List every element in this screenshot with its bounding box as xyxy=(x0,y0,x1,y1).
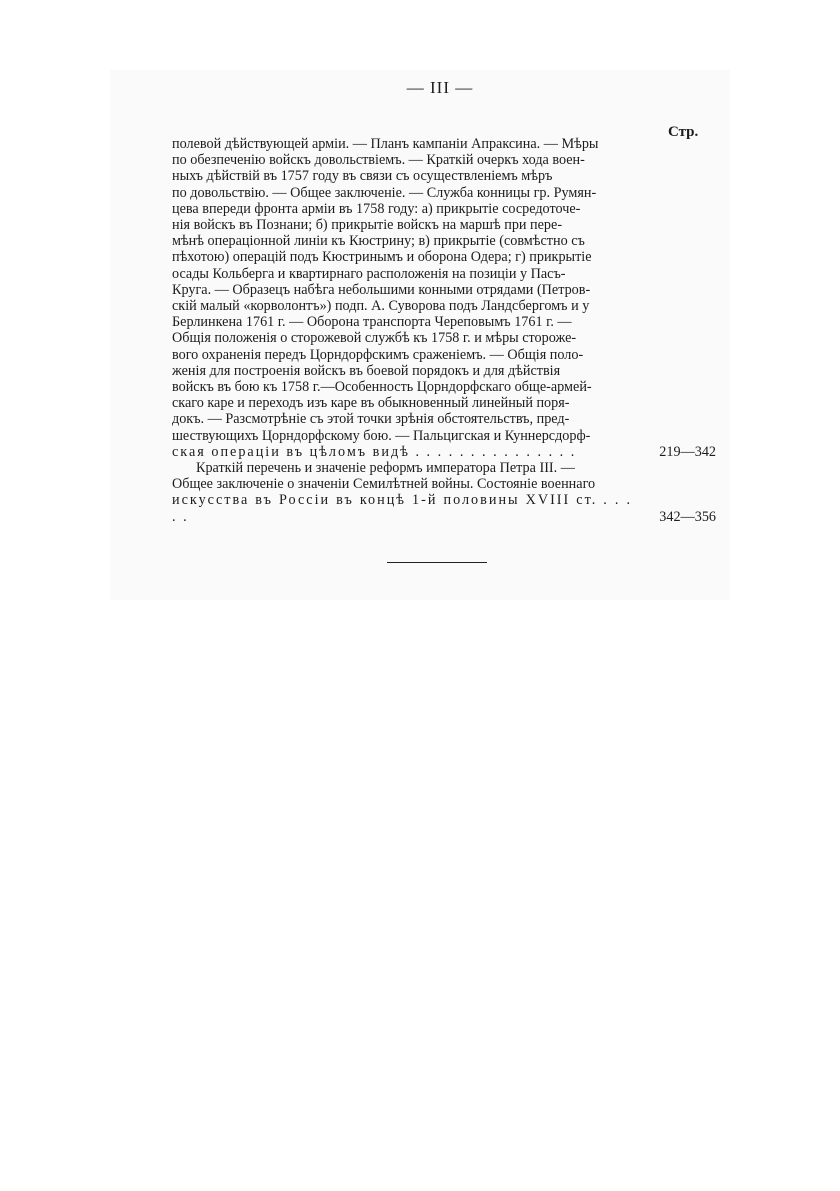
toc-line: шествующихъ Цорндорфскому бою. — Пальцигская и Куннерсдорф- xyxy=(172,427,591,444)
toc-line: ныхъ дѣйствій въ 1757 году въ связи съ осуществленіемъ мѣръ xyxy=(172,168,553,185)
toc-line: Берлинкена 1761 г. — Оборона транспорта Череповымъ 1761 г. — xyxy=(172,314,572,331)
table-of-contents xyxy=(172,136,716,525)
toc-line: по довольствію. — Общее заключеніе. — Служба конницы гр. Румян- xyxy=(172,184,597,201)
toc-line: докъ. — Разсмотрѣніе съ этой точки зрѣнія обстоятельствъ, пред- xyxy=(172,411,570,428)
toc-line: женія для построенія войскъ въ боевой порядокъ и для дѣйствія xyxy=(172,362,561,379)
toc-line: пѣхотою) операцій подъ Кюстринымъ и оборона Одера; г) прикрытіе xyxy=(172,249,592,266)
toc-page-range: 219—342 xyxy=(659,443,716,460)
toc-line: полевой дѣйствующей арміи. — Планъ кампаніи Апраксина. — Мѣры xyxy=(172,136,599,152)
toc-line: войскъ въ бою къ 1758 г.—Особенность Цорндорфскаго обще-армей- xyxy=(172,379,592,396)
pages-column-header: Стр. xyxy=(668,124,699,140)
toc-line: Круга. — Образецъ набѣга небольшими конными отрядами (Петров- xyxy=(172,281,591,298)
toc-line: скаго каре и переходъ изъ каре въ обыкновенный линейный поря- xyxy=(172,395,570,412)
toc-line: Общія положенія о сторожевой службѣ къ 1758 г. и мѣры стороже- xyxy=(172,330,577,347)
toc-entry xyxy=(172,136,716,460)
toc-line: скій малый «корволонтъ») подп. А. Суворова подъ Ландсбергомъ и у xyxy=(172,298,590,315)
toc-line: цева впереди фронта арміи въ 1758 году: а) прикрытіе сосредоточе- xyxy=(172,200,581,217)
toc-line: вого охраненія передъ Цорндорфскимъ сраженіемъ. — Общія поло- xyxy=(172,346,584,363)
toc-entry xyxy=(172,460,716,525)
toc-page-range: 342—356 xyxy=(659,508,716,525)
toc-line: Краткій перечень и значеніе реформъ императора Петра III. — xyxy=(196,460,575,477)
toc-line: по обезпеченію войскъ довольствіемъ. — Краткій очеркъ хода воен- xyxy=(172,152,585,169)
toc-line: ская операціи въ цѣломъ видѣ . . . . . . . . . . . . . . . xyxy=(172,443,577,460)
toc-line: мѣнѣ операціонной линіи къ Кюстрину; в) прикрытіе (совмѣстно съ xyxy=(172,233,585,250)
end-rule xyxy=(387,562,487,563)
toc-line: нія войскъ въ Познани; б) прикрытіе войскъ на маршѣ при пере- xyxy=(172,217,563,234)
toc-line: искусства въ Россіи въ концѣ 1-й половины XVIII ст. . . . . . xyxy=(172,492,632,525)
toc-entry-text xyxy=(172,136,632,460)
toc-line: осады Кольберга и квартирнаго расположенія на позиціи у Пасъ- xyxy=(172,265,566,282)
page-number: — III — xyxy=(406,78,474,97)
toc-entry-text xyxy=(172,460,632,525)
toc-line: Общее заключеніе о значеніи Семилѣтней войны. Состояніе военнаго xyxy=(172,476,596,493)
